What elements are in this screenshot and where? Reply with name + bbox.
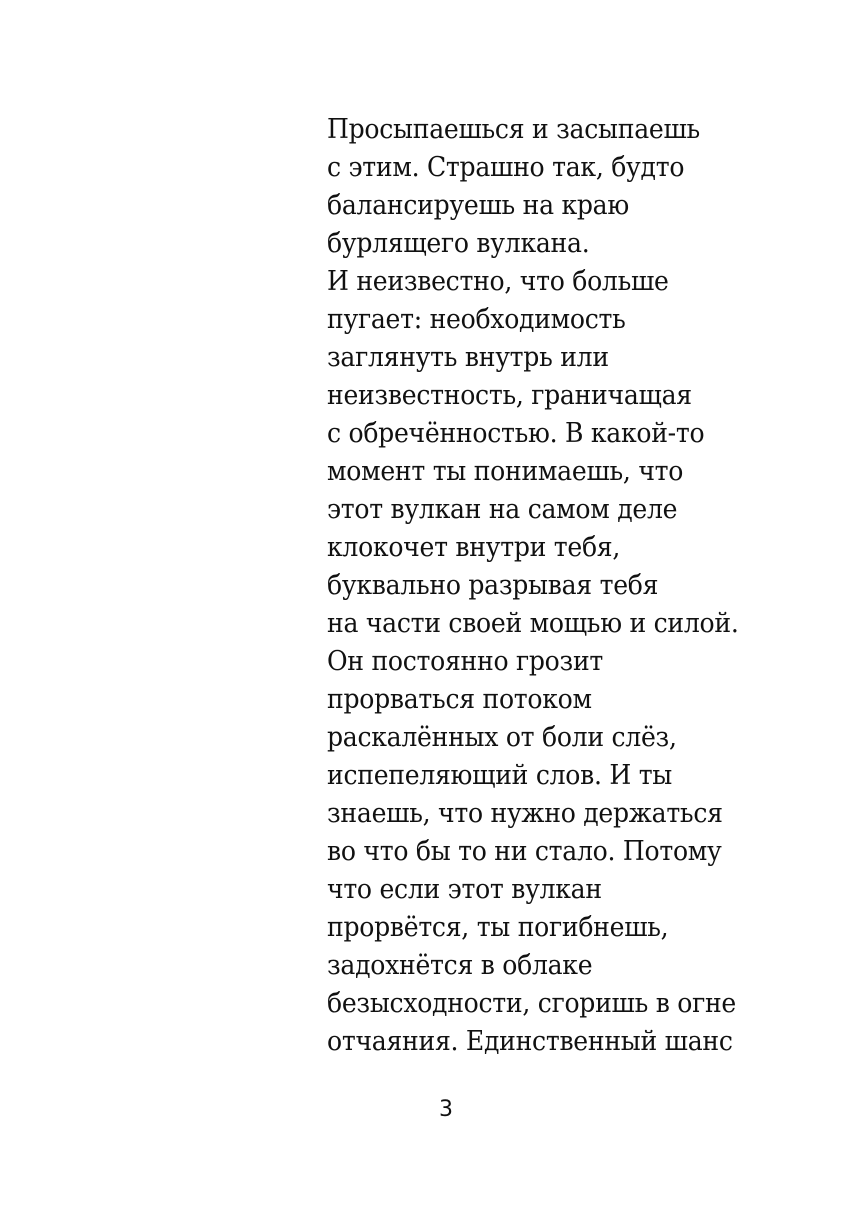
text-line: что если этот вулкан (327, 874, 602, 905)
text-line: знаешь, что нужно держаться (327, 798, 723, 829)
body-text (327, 111, 827, 1061)
text-line: прорваться потоком (327, 684, 592, 715)
text-line: этот вулкан на самом деле (327, 494, 678, 525)
text-line: бурлящего вулкана. (327, 228, 590, 259)
text-line: во что бы то ни стало. Потому (327, 836, 722, 867)
text-line: Он постоянно грозит (327, 646, 604, 677)
text-line: клокочет внутри тебя, (327, 532, 621, 563)
text-line: раскалённых от боли слёз, (327, 722, 677, 753)
text-line: отчаяния. Единственный шанс (327, 1026, 733, 1057)
text-line: балансируешь на краю (327, 190, 629, 221)
text-line: момент ты понимаешь, что (327, 456, 684, 487)
page-number: 3 (439, 1097, 453, 1122)
text-line: безысходности, сгоришь в огне (327, 988, 737, 1019)
text-line: прорвётся, ты погибнешь, (327, 912, 669, 943)
text-line: пугает: необходимость (327, 304, 626, 335)
text-line: неизвестность, граничащая (327, 380, 692, 411)
text-line: на части своей мощью и силой. (327, 608, 739, 639)
text-line: с обречённостью. В какой-то (327, 418, 705, 449)
text-line: испепеляющий слов. И ты (327, 760, 673, 791)
text-line: буквально разрывая тебя (327, 570, 659, 601)
text-line: Просыпаешься и засыпаешь (327, 114, 700, 145)
text-line: с этим. Страшно так, будто (327, 152, 685, 183)
text-line: И неизвестно, что больше (327, 266, 669, 297)
text-line: заглянуть внутрь или (327, 342, 609, 373)
text-line: задохнётся в облаке (327, 950, 593, 981)
